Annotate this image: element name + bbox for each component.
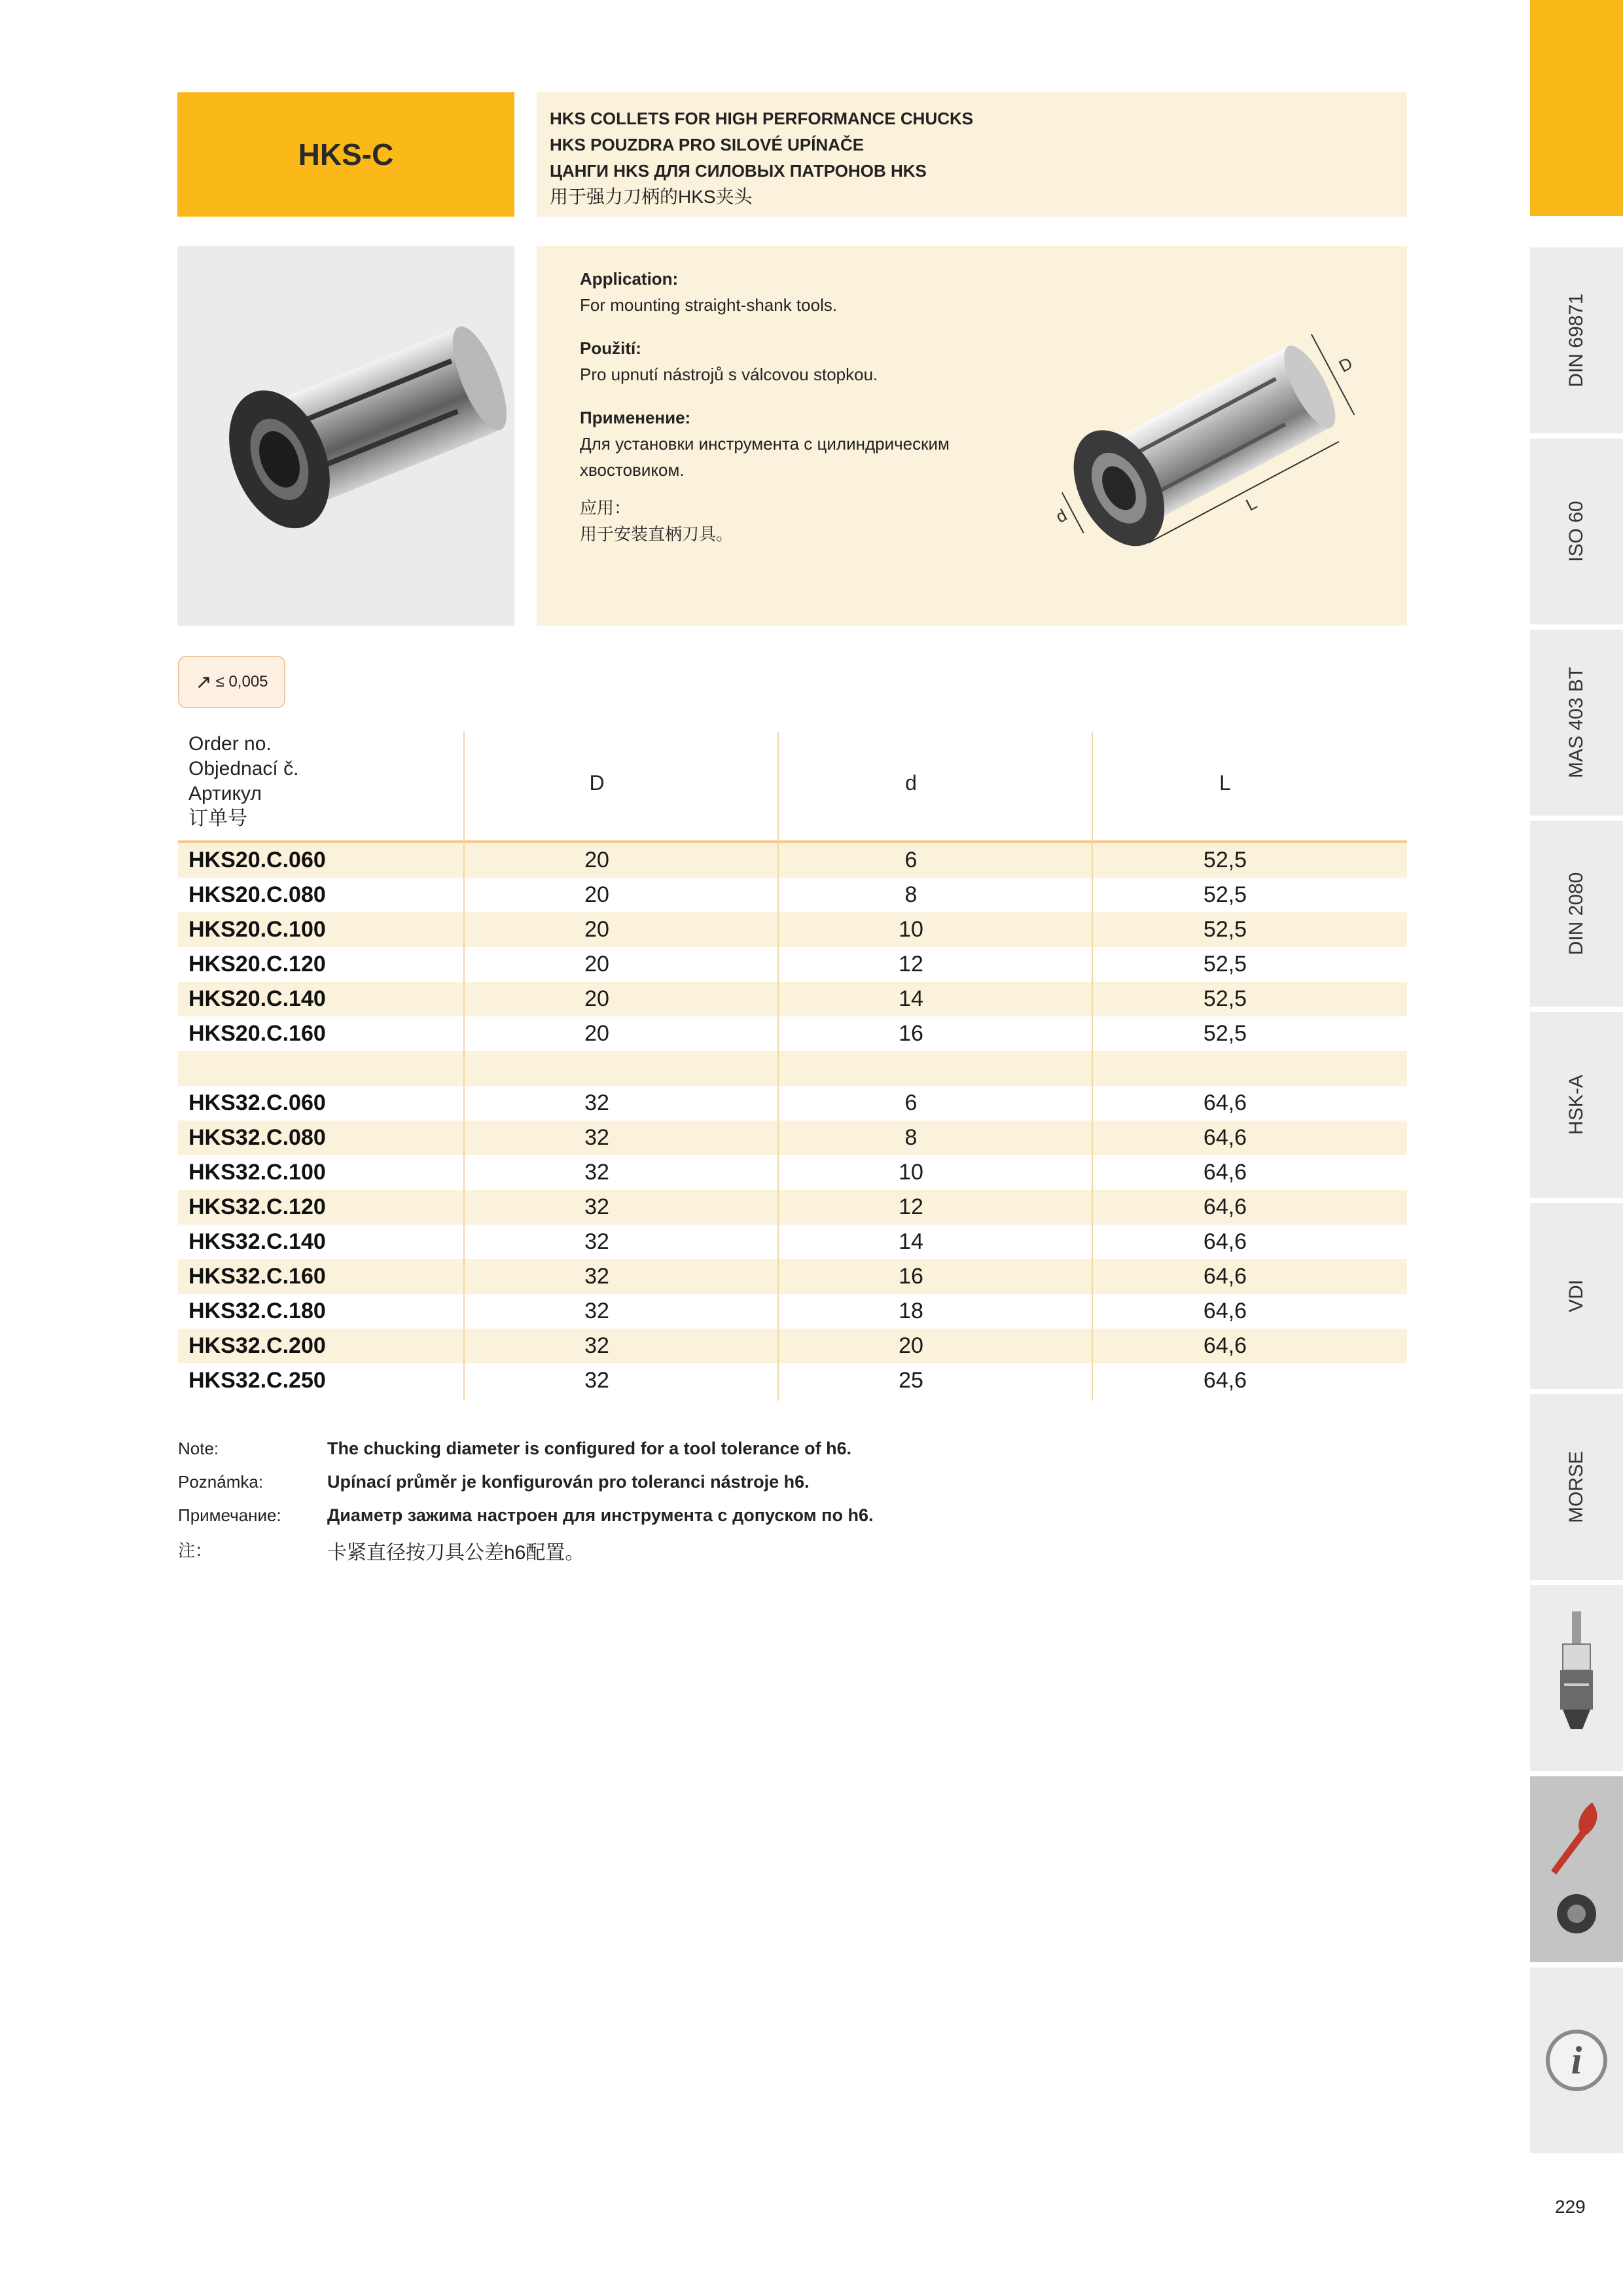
- tab-hsk-a[interactable]: [1530, 1012, 1623, 1198]
- application-cn-label: 应用：: [580, 498, 632, 518]
- dim-label-D: D: [1335, 353, 1356, 376]
- D-cell: 32: [584, 1090, 609, 1115]
- tab-morse[interactable]: [1530, 1394, 1623, 1580]
- d-cell: 10: [899, 1160, 923, 1185]
- order-cell: HKS32.C.100: [188, 1160, 326, 1185]
- tab-info[interactable]: [1530, 1967, 1623, 2153]
- order-cell: HKS32.C.160: [188, 1264, 326, 1289]
- tab-label: MORSE: [1565, 1450, 1587, 1524]
- table-row: [178, 912, 1407, 947]
- drill-chuck-icon: [1530, 1585, 1623, 1771]
- d-cell: 10: [899, 917, 923, 942]
- table-row: [178, 1086, 1407, 1121]
- application-en-label: Application:: [580, 269, 679, 289]
- D-cell: 32: [584, 1368, 609, 1393]
- order-cell: HKS32.C.080: [188, 1125, 326, 1150]
- subtitle-cz: HKS POUZDRA PRO SILOVÉ UPÍNAČE: [550, 135, 865, 154]
- application-cz-label: Použití:: [580, 338, 641, 358]
- note-label-en: Note:: [178, 1439, 219, 1458]
- L-cell: 64,6: [1203, 1229, 1247, 1254]
- tab-din-69871[interactable]: [1530, 247, 1623, 433]
- tab-vdi[interactable]: [1530, 1203, 1623, 1389]
- order-cell: HKS32.C.200: [188, 1333, 326, 1358]
- application-ru-text-2: хвостовиком.: [580, 460, 685, 480]
- table-header-L: L: [1219, 771, 1231, 795]
- header-order-cz: Objednací č.: [188, 758, 299, 780]
- D-cell: 32: [584, 1125, 609, 1150]
- table-header-order: [188, 732, 298, 831]
- d-cell: 6: [904, 1090, 918, 1115]
- subtitle-ru: ЦАНГИ HKS ДЛЯ СИЛОВЫХ ПАТРОНОВ HKS: [550, 161, 927, 181]
- L-cell: 52,5: [1203, 848, 1247, 872]
- subtitle-cn: 用于强力刀柄的HKS夹头: [550, 187, 753, 207]
- order-cell: HKS20.C.120: [188, 952, 326, 977]
- D-cell: 20: [584, 848, 609, 872]
- header-order-ru: Артикул: [188, 783, 262, 804]
- dim-label-d: d: [1052, 505, 1071, 527]
- D-cell: 20: [584, 986, 609, 1011]
- L-cell: 64,6: [1203, 1160, 1247, 1185]
- application-cz-text: Pro upnutí nástrojů s válcovou stopkou.: [580, 365, 878, 384]
- tab-accessories[interactable]: [1530, 1776, 1623, 1962]
- D-cell: 32: [584, 1229, 609, 1254]
- runout-tolerance-badge: [178, 656, 285, 708]
- table-row: [178, 982, 1407, 1016]
- application-en-text: For mounting straight-shank tools.: [580, 295, 838, 315]
- table-row: [178, 1155, 1407, 1190]
- table-row: [178, 878, 1407, 912]
- order-cell: HKS20.C.080: [188, 882, 326, 907]
- subtitle-panel: [537, 92, 1407, 217]
- d-cell: 14: [899, 986, 923, 1011]
- tab-label: MAS 403 BT: [1565, 666, 1587, 779]
- d-cell: 12: [899, 952, 923, 977]
- table-header-D: D: [589, 771, 605, 795]
- table-row: [178, 1121, 1407, 1155]
- d-cell: 14: [899, 1229, 923, 1254]
- d-cell: 16: [899, 1021, 923, 1046]
- L-cell: 64,6: [1203, 1125, 1247, 1150]
- table-header-d: d: [905, 771, 917, 795]
- table-row: [178, 1294, 1407, 1329]
- svg-text:i: i: [1571, 2039, 1582, 2082]
- runout-tolerance-value: ≤ 0,005: [215, 673, 268, 691]
- info-icon: [1530, 1967, 1623, 2153]
- order-cell: HKS32.C.120: [188, 1194, 326, 1219]
- application-panel: [537, 246, 1407, 626]
- runout-arrow-icon: ↗: [195, 671, 212, 693]
- note-text-ru: Диаметр зажима настроен для инструмента с допуском по h6.: [327, 1505, 874, 1525]
- d-cell: 25: [899, 1368, 923, 1393]
- table-row: [178, 1190, 1407, 1225]
- note-text-cn: 卡紧直径按刀具公差h6配置。: [327, 1542, 585, 1564]
- note-label-cn: 注：: [178, 1541, 213, 1560]
- L-cell: 52,5: [1203, 1021, 1247, 1046]
- order-cell: HKS20.C.160: [188, 1021, 326, 1046]
- L-cell: 52,5: [1203, 952, 1247, 977]
- dimension-drawing: [1034, 266, 1400, 606]
- header-order-en: Order no.: [188, 733, 272, 755]
- page-number: 229: [1555, 2197, 1586, 2217]
- header-order-cn: 订单号: [188, 808, 247, 829]
- table-row: [178, 843, 1407, 878]
- tab-iso-60[interactable]: [1530, 439, 1623, 624]
- d-cell: 6: [904, 848, 918, 872]
- dim-label-L: L: [1242, 493, 1260, 515]
- L-cell: 64,6: [1203, 1333, 1247, 1358]
- wrench-collet-icon: [1530, 1776, 1623, 1962]
- D-cell: 20: [584, 1021, 609, 1046]
- D-cell: 20: [584, 882, 609, 907]
- application-cn-text: 用于安装直柄刀具。: [580, 524, 734, 544]
- note-label-cz: Poznámka:: [178, 1472, 264, 1492]
- column-divider: [777, 732, 779, 1401]
- D-cell: 32: [584, 1299, 609, 1323]
- note-text-cz: Upínací průměr je konfigurován pro toleranci nástroje h6.: [327, 1472, 810, 1492]
- tab-din-2080[interactable]: [1530, 821, 1623, 1007]
- D-cell: 32: [584, 1264, 609, 1289]
- table-row: [178, 1329, 1407, 1363]
- application-ru-text-1: Для установки инструмента с цилиндрическим: [580, 434, 950, 454]
- order-cell: HKS32.C.140: [188, 1229, 326, 1254]
- column-divider: [463, 732, 465, 1401]
- D-cell: 32: [584, 1333, 609, 1358]
- d-cell: 8: [904, 882, 918, 907]
- d-cell: 8: [904, 1125, 918, 1150]
- note-label-ru: Примечание:: [178, 1505, 281, 1525]
- table-row: [178, 1259, 1407, 1294]
- tab-label: DIN 69871: [1565, 293, 1587, 387]
- tab-drill-chucks[interactable]: [1530, 1585, 1623, 1771]
- D-cell: 32: [584, 1194, 609, 1219]
- D-cell: 20: [584, 952, 609, 977]
- collet-photo: [177, 246, 514, 626]
- d-cell: 18: [899, 1299, 923, 1323]
- order-cell: HKS20.C.140: [188, 986, 326, 1011]
- subtitle-en: HKS COLLETS FOR HIGH PERFORMANCE CHUCKS: [550, 109, 974, 128]
- tab-label: ISO 60: [1565, 501, 1587, 562]
- order-cell: HKS32.C.060: [188, 1090, 326, 1115]
- L-cell: 64,6: [1203, 1264, 1247, 1289]
- application-ru-label: Применение:: [580, 408, 691, 427]
- order-cell: HKS20.C.100: [188, 917, 326, 942]
- L-cell: 64,6: [1203, 1090, 1247, 1115]
- D-cell: 32: [584, 1160, 609, 1185]
- L-cell: 52,5: [1203, 986, 1247, 1011]
- d-cell: 12: [899, 1194, 923, 1219]
- product-photo: [177, 246, 514, 626]
- table-row: [178, 947, 1407, 982]
- L-cell: 64,6: [1203, 1299, 1247, 1323]
- table-row: [178, 1225, 1407, 1259]
- L-cell: 52,5: [1203, 882, 1247, 907]
- d-cell: 16: [899, 1264, 923, 1289]
- page-title: HKS-C: [177, 92, 514, 217]
- L-cell: 64,6: [1203, 1368, 1247, 1393]
- table-row: [178, 1363, 1407, 1398]
- note-text-en: The chucking diameter is configured for a tool tolerance of h6.: [327, 1439, 852, 1458]
- group-spacer-row: [178, 1051, 1407, 1086]
- tab-mas-403-bt[interactable]: [1530, 630, 1623, 816]
- L-cell: 52,5: [1203, 917, 1247, 942]
- D-cell: 20: [584, 917, 609, 942]
- tab-label: HSK-A: [1565, 1075, 1587, 1135]
- order-cell: HKS20.C.060: [188, 848, 326, 872]
- order-cell: HKS32.C.180: [188, 1299, 326, 1323]
- column-divider: [1092, 732, 1093, 1401]
- order-cell: HKS32.C.250: [188, 1368, 326, 1393]
- d-cell: 20: [899, 1333, 923, 1358]
- L-cell: 64,6: [1203, 1194, 1247, 1219]
- table-row: [178, 1016, 1407, 1051]
- sidebar-accent: [1530, 0, 1623, 216]
- tab-label: VDI: [1565, 1279, 1587, 1313]
- tab-label: DIN 2080: [1565, 872, 1587, 956]
